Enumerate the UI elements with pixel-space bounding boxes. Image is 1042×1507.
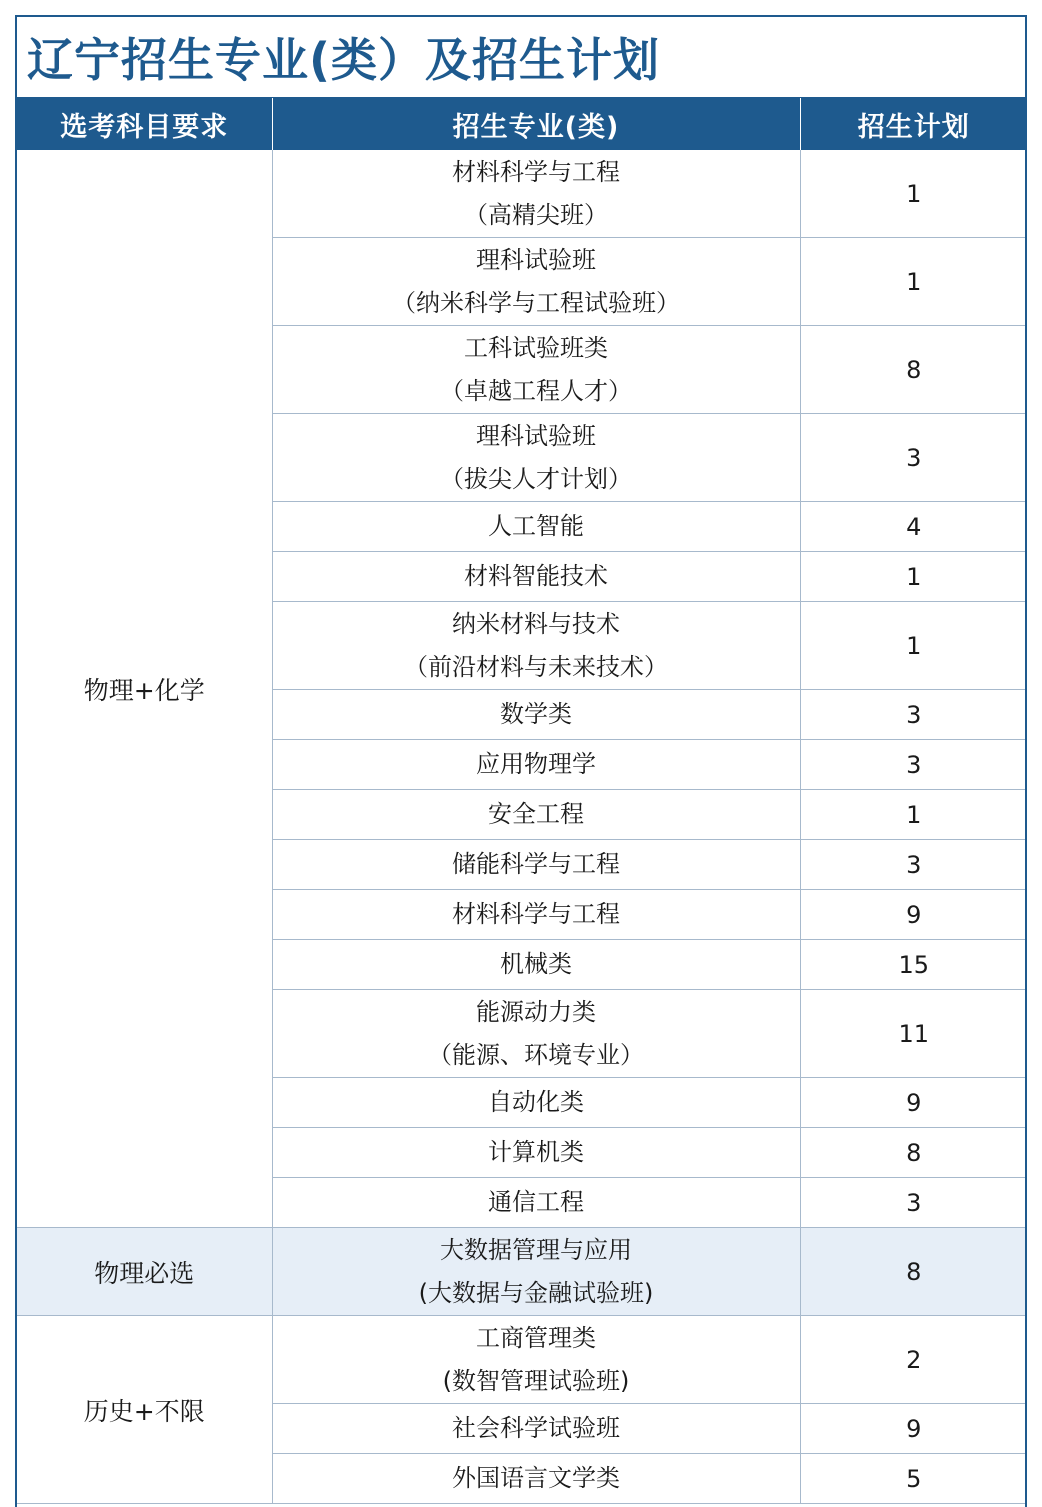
- admission-sheet: [15, 15, 1027, 1507]
- major-line: 工科试验班类: [464, 333, 608, 362]
- plan-cell: 9: [800, 1078, 1027, 1128]
- plan-cell: 1: [800, 552, 1027, 602]
- plan-cell: 3: [800, 690, 1027, 740]
- major-line: 社会科学试验班: [452, 1414, 620, 1442]
- major-line: 大数据管理与应用: [440, 1235, 632, 1264]
- major-line: （前沿材料与未来技术）: [404, 652, 668, 681]
- plan-cell: 9: [800, 890, 1027, 940]
- major-line: 材料智能技术: [464, 562, 608, 590]
- major-line: (大数据与金融试验班): [418, 1278, 654, 1307]
- major-cell: [272, 1316, 800, 1404]
- table-row: [17, 150, 1027, 238]
- major-cell: [272, 740, 800, 790]
- plan-cell: 3: [800, 414, 1027, 502]
- major-cell: [272, 990, 800, 1078]
- major-cell: [272, 690, 800, 740]
- major-line: 外国语言文学类: [452, 1464, 620, 1492]
- major-line: (数智管理试验班): [442, 1366, 630, 1395]
- major-line: 材料科学与工程: [452, 900, 620, 928]
- major-line: （拔尖人才计划）: [440, 464, 632, 493]
- major-cell: [272, 1128, 800, 1178]
- major-line: 工商管理类: [476, 1323, 596, 1352]
- major-cell: [272, 890, 800, 940]
- major-line: （高精尖班）: [464, 200, 608, 229]
- major-line: 材料科学与工程: [452, 157, 620, 186]
- major-line: 机械类: [500, 950, 572, 978]
- plan-cell: 4: [800, 502, 1027, 552]
- major-cell: [272, 326, 800, 414]
- plan-cell: 3: [800, 740, 1027, 790]
- plan-cell: 8: [800, 1228, 1027, 1316]
- plan-cell: 3: [800, 840, 1027, 890]
- major-line: （能源、环境专业）: [428, 1040, 644, 1069]
- title-bar: [17, 17, 1025, 98]
- major-line: 理科试验班: [476, 245, 596, 274]
- plan-cell: 1: [800, 150, 1027, 238]
- major-line: 通信工程: [488, 1188, 584, 1216]
- major-line: 理科试验班: [476, 421, 596, 450]
- plan-cell: 5: [800, 1454, 1027, 1504]
- header-major: 招生专业(类): [272, 98, 800, 150]
- table-row: [17, 1228, 1027, 1316]
- major-line: 储能科学与工程: [452, 850, 620, 878]
- table-row: [17, 1316, 1027, 1404]
- major-cell: [272, 790, 800, 840]
- page-title: 辽宁招生专业(类）及招生计划: [27, 33, 661, 87]
- plan-cell: 1: [800, 602, 1027, 690]
- major-cell: [272, 414, 800, 502]
- table-body: [17, 150, 1027, 1504]
- major-cell: [272, 940, 800, 990]
- plan-cell: 1: [800, 790, 1027, 840]
- major-cell: [272, 1078, 800, 1128]
- admission-table: [17, 98, 1027, 1504]
- plan-cell: 9: [800, 1404, 1027, 1454]
- major-cell: [272, 552, 800, 602]
- major-cell: [272, 602, 800, 690]
- table-header: [17, 98, 1027, 150]
- major-line: 数学类: [500, 700, 572, 728]
- major-cell: [272, 1178, 800, 1228]
- subject-requirement-cell: 历史+不限: [17, 1316, 272, 1504]
- major-line: （卓越工程人才）: [440, 376, 632, 405]
- major-line: （纳米科学与工程试验班）: [392, 288, 680, 317]
- major-line: 安全工程: [488, 800, 584, 828]
- plan-cell: 15: [800, 940, 1027, 990]
- major-cell: [272, 1404, 800, 1454]
- plan-cell: 1: [800, 238, 1027, 326]
- subject-requirement-cell: 物理+化学: [17, 150, 272, 1228]
- major-line: 纳米材料与技术: [452, 609, 620, 638]
- plan-cell: 3: [800, 1178, 1027, 1228]
- plan-cell: 2: [800, 1316, 1027, 1404]
- plan-cell: 8: [800, 326, 1027, 414]
- major-cell: [272, 840, 800, 890]
- major-line: 计算机类: [488, 1138, 584, 1166]
- major-cell: [272, 1454, 800, 1504]
- major-cell: [272, 150, 800, 238]
- major-line: 能源动力类: [476, 997, 596, 1026]
- major-cell: [272, 238, 800, 326]
- header-requirement: 选考科目要求: [17, 98, 272, 150]
- major-cell: [272, 502, 800, 552]
- subject-requirement-cell: 物理必选: [17, 1228, 272, 1316]
- header-plan: 招生计划: [800, 98, 1027, 150]
- plan-cell: 11: [800, 990, 1027, 1078]
- major-cell: [272, 1228, 800, 1316]
- major-line: 应用物理学: [476, 750, 596, 778]
- major-line: 人工智能: [488, 512, 584, 540]
- plan-cell: 8: [800, 1128, 1027, 1178]
- major-line: 自动化类: [488, 1088, 584, 1116]
